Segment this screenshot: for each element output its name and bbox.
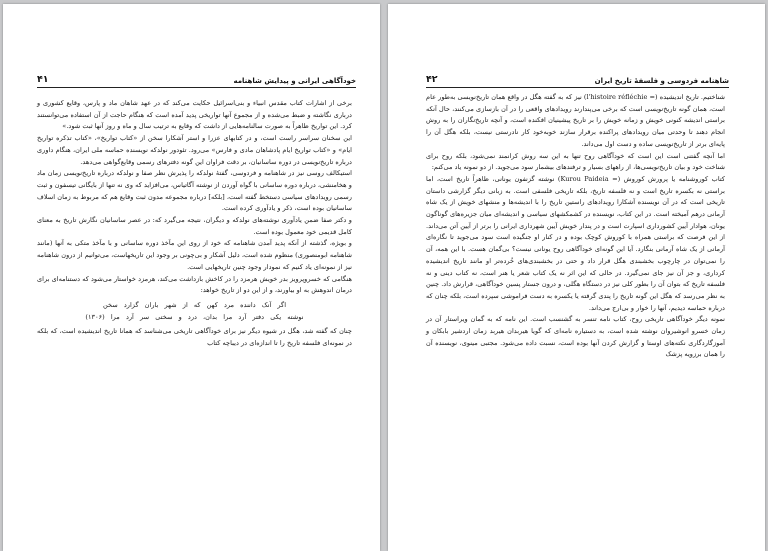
left-paragraph: استیکالف روسی نیز در شاهنامه و فردوسی، گفتهٔ نولدکه را پذیرش نظر صفا و نولدکه درباره تاریخ‌نویسی زمان ماد و هخامنشی، درباره دوره ساسانی با گواه آوردن از نوشته آگاتیاس، می‌افزاید که وی نه تنها از بایگانی تیسفون و ثبت رسمی رویدادهای سیاسی دستخط گفته است، [بلکه] درباره مجموعه مدون ثبت وقایع هم که مربوط به زمان اسلاف ساسانیان بوده است، ذکر و یادآوری کرده است.: [37, 169, 352, 213]
right-paragraph: نمونه دیگر خودآگاهی تاریخی روح، کتاب نامه تنسر به گشنسب است. این نامه که به گمان ویراستار آن در زمان خسرو انوشیروان نوشته شده است، به دستیاره نامه‌ای که گویا هیربدان هیربد زمان اردشیر بابکان و آموزگاردگاری نکته‌های اوستا و گزارش کردن آنها بوده است، نسبت داده می‌شود. مجتبی مینوی، نویسنده آن را همان برزویه پزشک: [426, 315, 725, 359]
poem-line: اگر آنک داننده مرد کهن که از شهر باران گزارد سخن: [102, 300, 287, 309]
left-paragraph: این سخنان سراسر راست است، و در کتابهای عزرا و استر آشکارا سخن از «کتاب تواریخ»، «کتاب تذکره تواریخ ایام» و «کتاب تواریخ ایام پادشاهان مادی و فارس» می‌رود. تئودور نولدکه نویسنده حماسه ملی ایران، هنگام داوری درباره تاریخ‌نویسی در دوره ساسانیان، بر دقت فراوان این گونه دفترهای رسمی وقایع‌گواهی می‌دهد.: [37, 134, 352, 166]
left-final-paragraph: چنان که گفته شد، هگل در شیوه دیگر نیز برای خودآگاهی تاریخی می‌شناسد که همانا تاریخ اندیشیده است، که بلکه در نمونه‌ای فلسفه تاریخ را تا اندازه‌ای در دیباچه کتاب: [37, 327, 352, 348]
left-paragraph: و دکتر صفا ضمن یادآوری نوشته‌های نولدکه و دیگران، نتیجه می‌گیرد که: در عصر ساسانیان نگارش تاریخ به معنای کامل قدیمی خود معمول بوده است.: [37, 216, 352, 236]
right-paragraph: شناختیم. تاریخ اندیشیده (= l'histoire réfléchie) نیز که به گفته هگل در واقع همان تاریخ‌نویسی به‌طور عام است، همان گونه تاریخ‌نویسی است که برخی می‌پندارند رویدادهای واقعی را در آن بازسازی می‌کنند، حال آنکه براستی اندیشه کنونی خویش و زمانه خویش را بر تاریخ پیشینیان افکنده است، و آنچه تاریخ‌نگاران را به روش انجام دهند تا وحدتی میان رویدادهای پراکنده برقرار سازند خوبه‌خود کار نادرستی نیست، بلکه هگل آن را پایه‌ای برتر از تاریخ‌نویسی ساده و دست اول می‌داند.: [426, 93, 725, 148]
left-page-number: ۴۱: [37, 74, 49, 85]
left-paragraph: هنگامی که خسروپرویز بدر خویش هرمزد را در کاخش بازداشت می‌کند، هرمزد خواستار می‌شود که دستنامه‌ای برای درمان اندوهش به او بیاورند، و از این دو از تاریخ خواهد:: [37, 274, 352, 295]
right-paragraph: اما آنچه گفتنی است این است که خودآگاهی روح تنها به این سه روش کرانمند نمی‌شود، بلکه روح برای شناخت خود و بیان تاریخ‌نویسی‌ها، از راههای بسیار و ترفندهای بیشمار سود می‌جوید. از دو نمونه یاد می‌کنم:: [426, 151, 725, 172]
left-page-header: [37, 74, 356, 88]
right-page-body: [426, 92, 725, 361]
poem-verse: [37, 297, 352, 326]
right-paragraph: کتاب کوروشنامه یا پرورش کوروش (= Kurou Paideia) نوشته گزنفون یونانی، ظاهراً تاریخ است، اما براستی نه بکسره تاریخ است و نه فلسفه تاریخ، بلکه تاریخی فلسفی است. به زبانی دیگر گزارشی داستان تاریخی است که در آن نویسنده آشکارا رویدادهای راستین تاریخ را با اندیشه‌ها و منشهای خویش از یک شاه آرمانی درهم آمیخته است. در این کتاب، نویسنده در کشمکشهای سیاسی و اندیشه‌ای میان جزیره‌های گوناگون یونان، هوادار آیین کشورداری اسپارت است و در پندار خویش آیین شهرداری ایرانی را برتر از آیین آتن می‌داند. از این فرصت که براستی همراه با کوروش کوچک بوده و در کنار او جنگیده است سود می‌جوید تا نگاره‌ای آرمانی از یک شاه آرمانی بنگارد. آیا این گونه‌ای خودآگاهی روح یونانی نیست؟ بی‌گمان هست. با این همه، آن را نمی‌توان در چارچوب بخشبندی هگل قرار داد و حتی در بخشبندی‌های خُرده‌تر او مانند تاریخ اندیشیده کرداری، و جز آن نیز جای نمی‌گیرد. در حالی که این اثر نه یک کتاب شعر یا هنر است، نه کتاب دینی و نه فلسفه تاریخ که بتوان آن را بطور کلی نیز در دستگاه هگلی، و درون جستار پسین خودآگاهی، قرارش داد. چنین به نظر می‌رسد که هگل این گونه تاریخ را پندی گرفته یا یکسره به دست فراموشی سپرده است، بلکه چنان که درباره حماسه دیدیم، آنها را خوار و بی‌ارج می‌داند.: [426, 174, 725, 312]
left-paragraph: و بویژه، گذشته از آنکه پدید آمدن شاهنامه که خود از روی این مآخذ دوره ساسانی و با مآخذ متکی به آنها (مانند شاهنامه ابومنصوری) منظوم شده است، دلیل آشکار و بی‌چونی بر وجود این تاریخهاست، می‌توانیم از درون شاهنامه نیز از نمونه‌ای یاد کنیم که نمودار وجود چنین تاریخهایی است.: [37, 239, 352, 271]
right-page-header: [426, 74, 729, 88]
left-paragraph: برخی از اشارات کتاب مقدس انبیاء و بنی‌اسرائیل حکایت می‌کند که در عهد شاهان ماد و پارس، وقایع کشوری و درباری نگاشته و ضبط می‌شده و از مجموع آنها تواریخی پدید آمده است که هنگام حاجت از آن استفاده می‌توانستند کرد. این تواریخ ظاهراً به صورت سالنامه‌هایی از داشت که وقایع به ترتیب سال و ماه و روز آنها ثبت شود.»: [37, 99, 352, 131]
left-page: [3, 4, 380, 551]
right-page-number: ۴۲: [426, 74, 438, 85]
left-page-body: [37, 98, 352, 350]
poem-line: نوشته یکی دفتر آرد مرا بدان، درد و سختی سر آرد مرا (۱۳۰۶): [85, 312, 304, 321]
left-running-title: خودآگاهی ایرانی و پیدایش شاهنامه: [233, 77, 356, 85]
right-page: [388, 4, 765, 551]
right-running-title: شاهنامه فردوسی و فلسفهٔ تاریخ ایران: [594, 77, 729, 85]
